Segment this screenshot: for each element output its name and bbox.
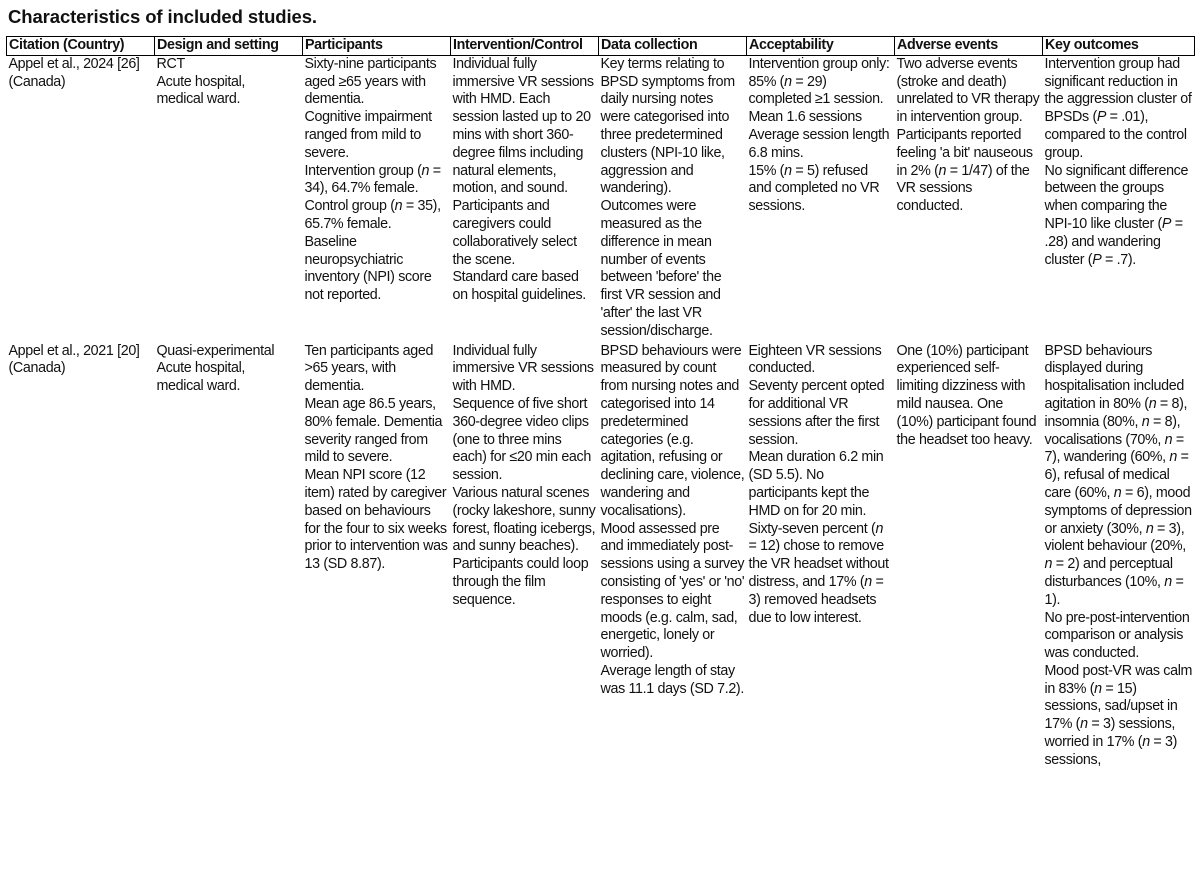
cell-key-outcomes <box>1043 343 1195 770</box>
cell-text-line: Cognitive impairment ranged from mild to severe. <box>304 109 432 161</box>
cell-text-line: Appel et al., 2021 [20] <box>8 342 140 359</box>
cell-design <box>155 343 303 770</box>
cell-text-line: Acute hospital, <box>156 360 246 377</box>
column-header-citation: Citation (Country) <box>7 37 155 56</box>
column-header-intervention: Intervention/Control <box>451 37 599 56</box>
cell-text-line: No significant difference between the groups when comparing the NPI-10 like cluster (P = .28) and wandering cluster (P = .7). <box>1044 162 1189 268</box>
cell-adverse-events <box>895 55 1043 342</box>
cell-text-line: Individual fully immersive VR sessions with HMD. <box>452 342 594 395</box>
table-title: Characteristics of included studies. <box>8 6 317 27</box>
studies-table <box>6 36 1195 770</box>
cell-text-line: Various natural scenes (rocky lakeshore, sunny forest, floating icebergs, and sunny beaches). <box>452 484 596 555</box>
cell-text-line: Key terms relating to BPSD symptoms from daily nursing notes were categorised into three predetermined clusters (NPI-10 like, aggression and wandering). <box>600 55 735 197</box>
cell-text-line: Appel et al., 2024 [26] <box>8 55 140 72</box>
cell-citation <box>7 55 155 342</box>
cell-data-collection <box>599 55 747 342</box>
cell-text-line: Mean age 86.5 years, 80% female. Dementia severity ranged from mild to severe. <box>304 395 443 466</box>
cell-text-line: medical ward. <box>156 378 241 395</box>
cell-text-line: Quasi-experimental <box>156 342 275 359</box>
table-row <box>7 343 1195 770</box>
cell-intervention <box>451 343 599 770</box>
cell-text-line: Mean NPI score (12 item) rated by caregiver based on behaviours for the four to six weeks prior to intervention was 13 (SD 8.87). <box>304 467 448 573</box>
cell-text-line: Mean duration 6.2 min (SD 5.5). No participants kept the HMD on for 20 min. <box>748 449 884 519</box>
column-header-data-collection: Data collection <box>599 37 747 56</box>
cell-text-line: Standard care based on hospital guidelines. <box>452 269 586 304</box>
cell-text-line: Outcomes were measured as the difference in mean number of events between 'before' the first VR session and 'after' the last VR session/discharge. <box>600 198 722 339</box>
cell-participants <box>303 55 451 342</box>
cell-text-line: Sixty-nine participants aged ≥65 years with dementia. <box>304 55 437 108</box>
cell-text-line: Intervention group (n = 34), 64.7% female. <box>304 162 441 197</box>
cell-text-line: Participants could loop through the film sequence. <box>452 556 589 608</box>
cell-text-line: No pre-post-intervention comparison or analysis was conducted. <box>1044 609 1190 662</box>
cell-text-line: BPSD behaviours displayed during hospitalisation included agitation in 80% (n = 8), insomnia (80%, n = 8), vocalisations (70%, n = 7), wandering (60%, n = 6), refusal of medical care (60%, n = 6), mood symptoms of depression or anxiety (30%, n = 3), violent behaviour (20%, n = 2) and perceptual disturbances (10%, n = 1). <box>1044 342 1192 608</box>
cell-text-line: BPSD behaviours were measured by count from nursing notes and categorised into 14 predetermined categories (e.g. agitation, refusing or declining care, violence, wandering and vocalisations). <box>600 342 745 519</box>
cell-text-line: Individual fully immersive VR sessions with HMD. Each session lasted up to 20 mins with short 360-degree films including natural elements, motion, and sound. Participants and caregivers could collaboratively select the scene. <box>452 55 594 268</box>
cell-key-outcomes <box>1043 55 1195 342</box>
cell-text-line: Control group (n = 35), 65.7% female. <box>304 198 441 232</box>
column-header-participants: Participants <box>303 37 451 56</box>
cell-citation <box>7 343 155 770</box>
cell-text-line: Baseline neuropsychiatric inventory (NPI) score not reported. <box>304 233 432 304</box>
column-header-key-outcomes: Key outcomes <box>1043 37 1195 56</box>
cell-text-line: Mood assessed pre and immediately post-sessions using a survey consisting of 'yes' or 'no' responses to eight moods (e.g. calm, sad, energetic, lonely or worried). <box>600 520 745 662</box>
cell-text-line: medical ward. <box>156 91 241 108</box>
cell-intervention <box>451 55 599 342</box>
cell-text-line: Seventy percent opted for additional VR sessions after the first session. <box>748 378 885 448</box>
cell-adverse-events <box>895 343 1043 770</box>
cell-text-line: Average length of stay was 11.1 days (SD 7.2). <box>600 662 744 697</box>
cell-acceptability <box>747 55 895 342</box>
table-row <box>7 55 1195 342</box>
cell-text-line: Sixty-seven percent (n = 12) chose to remove the VR headset without distress, and 17% (n = 3) removed headsets due to low interest. <box>748 520 889 626</box>
cell-text-line: Acute hospital, <box>156 73 246 90</box>
cell-text-line: Mean 1.6 sessions <box>748 109 862 126</box>
cell-text-line: Two adverse events (stroke and death) unrelated to VR therapy in intervention group. <box>896 55 1040 126</box>
cell-design <box>155 55 303 342</box>
cell-data-collection <box>599 343 747 770</box>
cell-acceptability <box>747 343 895 770</box>
cell-text-line: Participants reported feeling 'a bit' nauseous in 2% (n = 1/47) of the VR sessions conducted. <box>896 126 1033 215</box>
cell-text-line: RCT <box>156 55 185 72</box>
cell-text-line: Sequence of five short 360-degree video clips (one to three mins each) for ≤20 min each session. <box>452 395 591 484</box>
cell-text-line: One (10%) participant experienced self-limiting dizziness with mild nausea. One (10%) participant found the headset too heavy. <box>896 342 1037 448</box>
column-header-acceptability: Acceptability <box>747 37 895 56</box>
cell-text-line: Mood post-VR was calm in 83% (n = 15) sessions, sad/upset in 17% (n = 3) sessions, worried in 17% (n = 3) sessions, <box>1044 662 1193 768</box>
header-row <box>7 37 1195 56</box>
cell-text-line: Intervention group only: 85% (n = 29) completed ≥1 session. <box>748 55 890 108</box>
cell-text-line: Ten participants aged >65 years, with dementia. <box>304 342 434 395</box>
column-header-adverse-events: Adverse events <box>895 37 1043 56</box>
cell-text-line: 15% (n = 5) refused and completed no VR sessions. <box>748 162 880 215</box>
cell-text-line: (Canada) <box>8 73 66 90</box>
cell-participants <box>303 343 451 770</box>
cell-text-line: (Canada) <box>8 360 66 377</box>
cell-text-line: Eighteen VR sessions conducted. <box>748 342 882 377</box>
column-header-design: Design and setting <box>155 37 303 56</box>
cell-text-line: Intervention group had significant reduction in the aggression cluster of BPSDs (P = .01), compared to the control group. <box>1044 55 1192 161</box>
cell-text-line: Average session length 6.8 mins. <box>748 126 890 161</box>
